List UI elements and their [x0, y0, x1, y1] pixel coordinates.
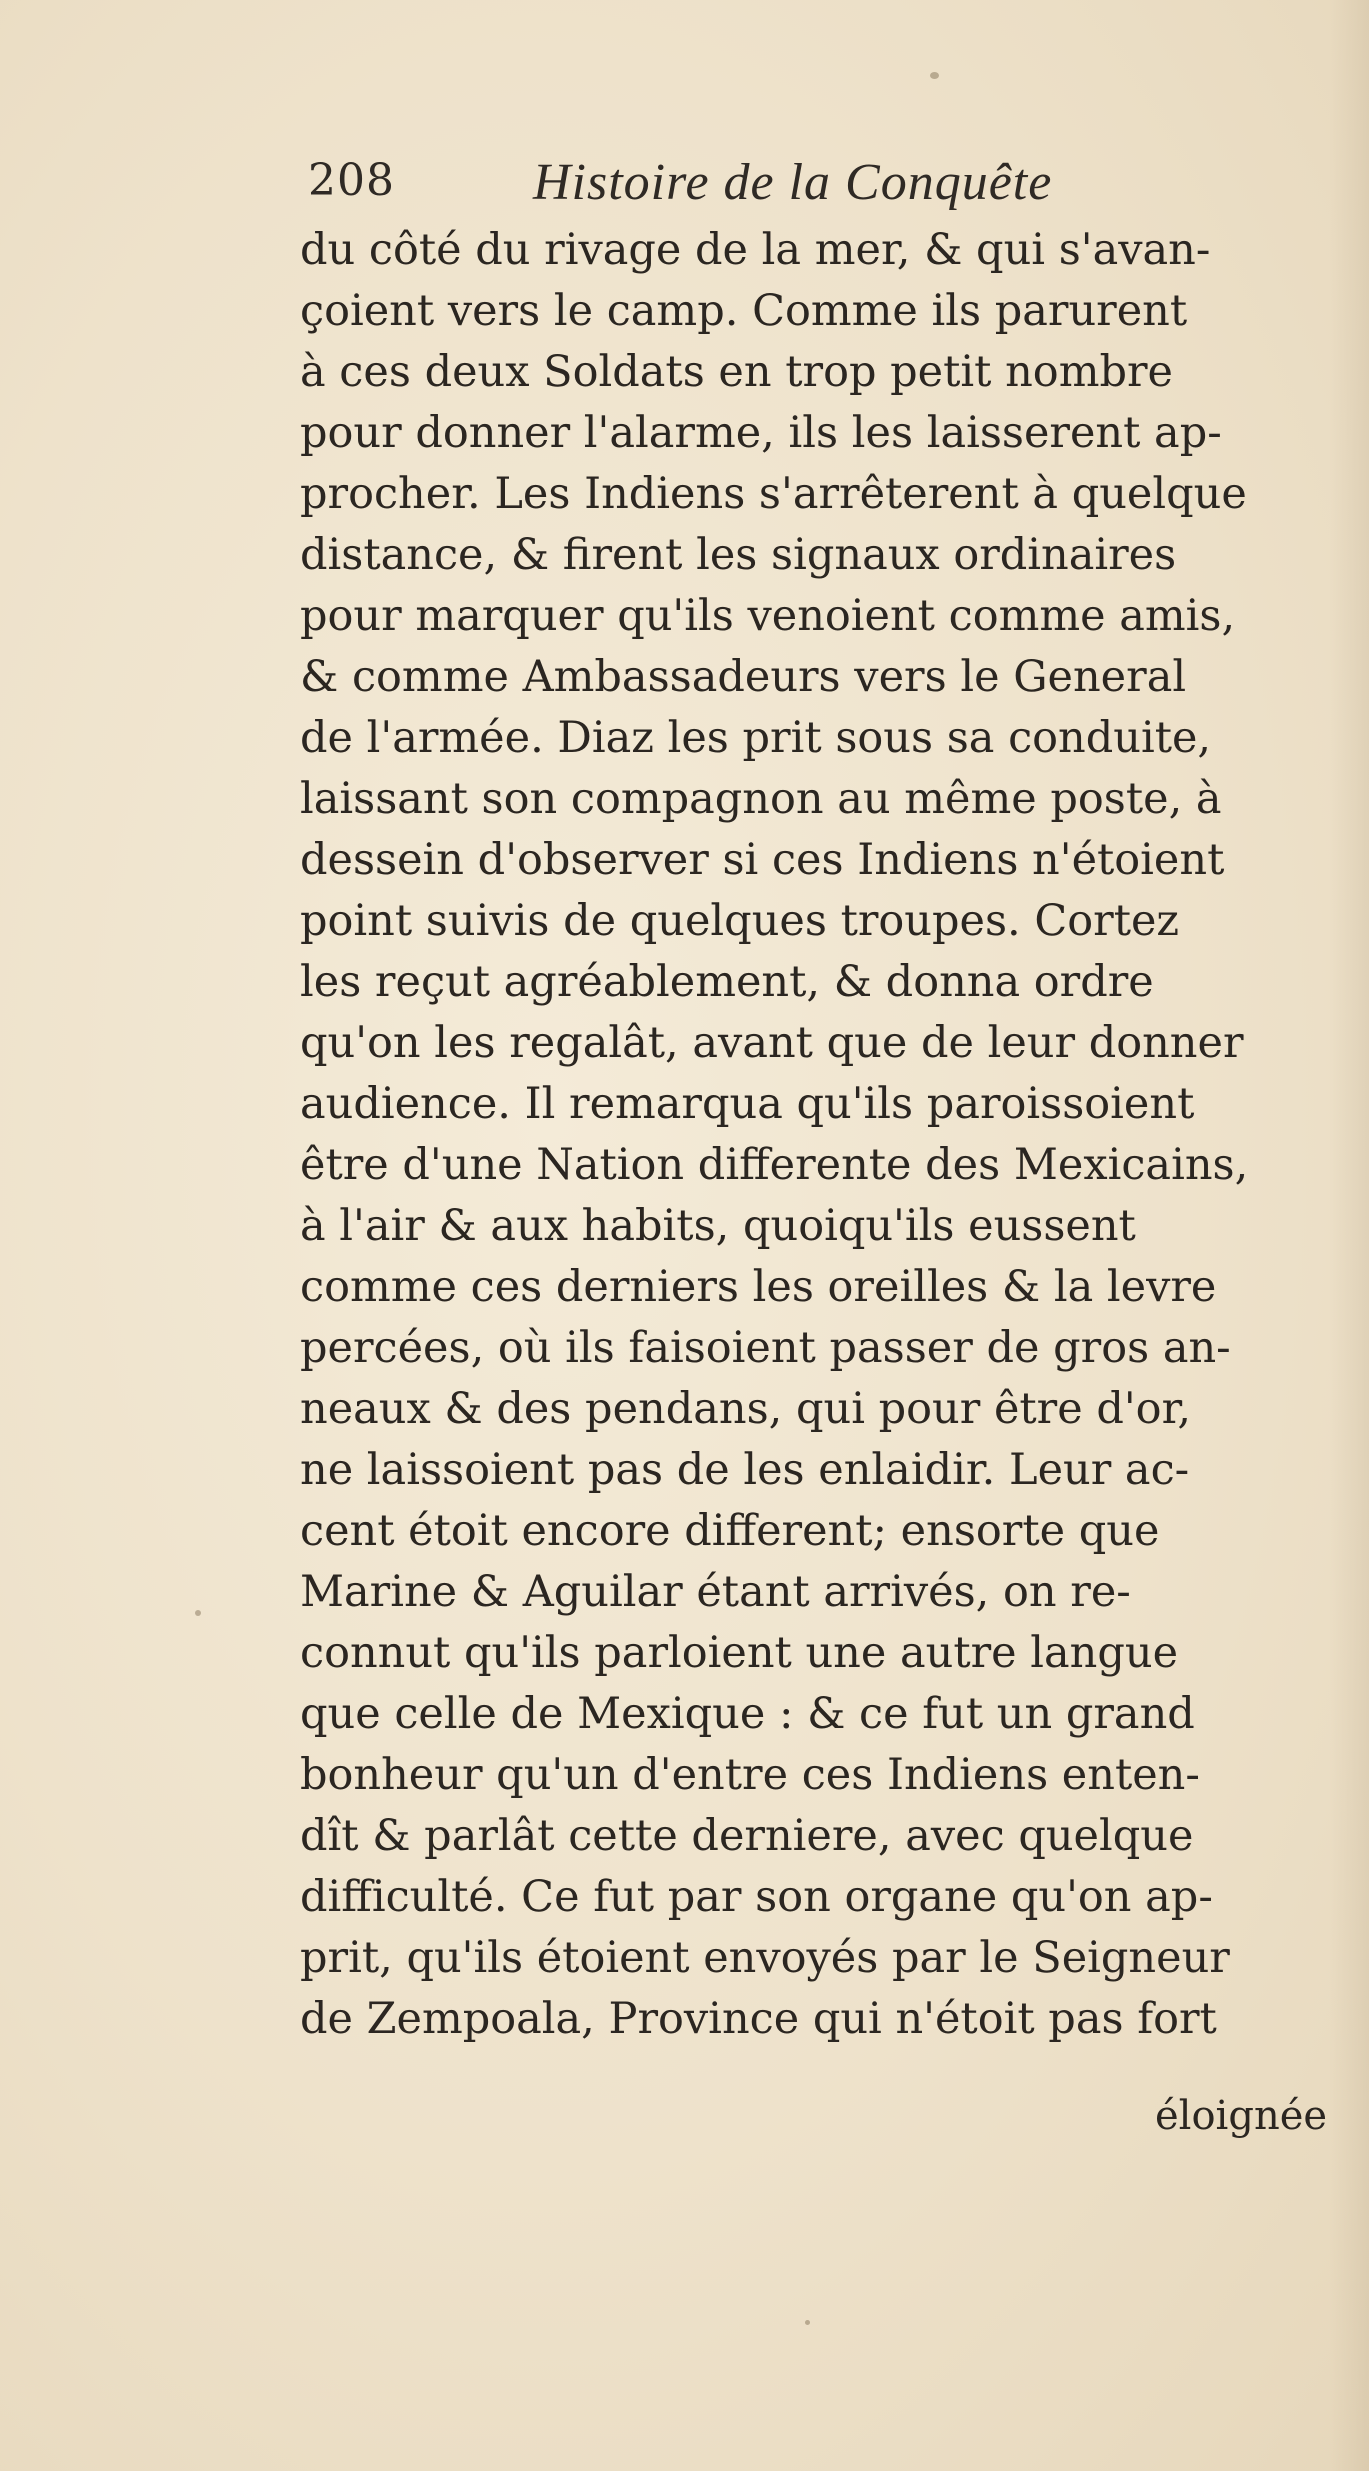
text-line: comme ces derniers les oreilles & la levre: [300, 1262, 1217, 1312]
text-line: point suivis de quelques troupes. Cortez: [300, 896, 1180, 946]
text-line: être d'une Nation differente des Mexicains,: [300, 1140, 1249, 1190]
text-line: à ces deux Soldats en trop petit nombre: [300, 347, 1173, 397]
text-line: percées, où ils faisoient passer de gros an-: [300, 1323, 1231, 1373]
text-line: que celle de Mexique : & ce fut un grand: [300, 1689, 1195, 1739]
text-line: laissant son compagnon au même poste, à: [300, 774, 1222, 824]
ink-speck: [195, 1610, 201, 1616]
text-line: qu'on les regalât, avant que de leur donner: [300, 1018, 1244, 1068]
text-line: les reçut agréablement, & donna ordre: [300, 957, 1154, 1007]
text-line: connut qu'ils parloient une autre langue: [300, 1628, 1179, 1678]
text-line: audience. Il remarqua qu'ils paroissoient: [300, 1079, 1195, 1129]
text-line: pour marquer qu'ils venoient comme amis,: [300, 591, 1236, 641]
ink-speck: [805, 2320, 810, 2325]
ink-speck: [930, 72, 939, 79]
text-line: de l'armée. Diaz les prit sous sa conduite,: [300, 713, 1212, 763]
running-head: Histoire de la Conquête: [533, 154, 1053, 211]
text-line: pour donner l'alarme, ils les laisserent ap-: [300, 408, 1222, 458]
text-line: du côté du rivage de la mer, & qui s'avan-: [300, 225, 1211, 275]
text-line: ne laissoient pas de les enlaidir. Leur ac-: [300, 1445, 1190, 1495]
text-line: de Zempoala, Province qui n'étoit pas fort: [300, 1994, 1217, 2044]
text-line: dît & parlât cette derniere, avec quelque: [300, 1811, 1194, 1861]
catchword: éloignée: [1155, 2093, 1328, 2139]
text-line: à l'air & aux habits, quoiqu'ils eussent: [300, 1201, 1136, 1251]
text-line: difficulté. Ce fut par son organe qu'on ap-: [300, 1872, 1213, 1922]
text-line: dessein d'observer si ces Indiens n'étoient: [300, 835, 1225, 885]
text-line: & comme Ambassadeurs vers le General: [300, 652, 1187, 702]
page-number: 208: [308, 155, 395, 206]
text-line: distance, & firent les signaux ordinaires: [300, 530, 1177, 580]
text-line: çoient vers le camp. Comme ils parurent: [300, 286, 1188, 336]
text-line: Marine & Aguilar étant arrivés, on re-: [300, 1567, 1131, 1617]
text-line: neaux & des pendans, qui pour être d'or,: [300, 1384, 1192, 1434]
text-line: bonheur qu'un d'entre ces Indiens enten-: [300, 1750, 1200, 1800]
text-line: prit, qu'ils étoient envoyés par le Seigneur: [300, 1933, 1230, 1983]
body-text: [300, 220, 1360, 2050]
text-line: procher. Les Indiens s'arrêterent à quelque: [300, 469, 1247, 519]
text-line: cent étoit encore different; ensorte que: [300, 1506, 1160, 1556]
